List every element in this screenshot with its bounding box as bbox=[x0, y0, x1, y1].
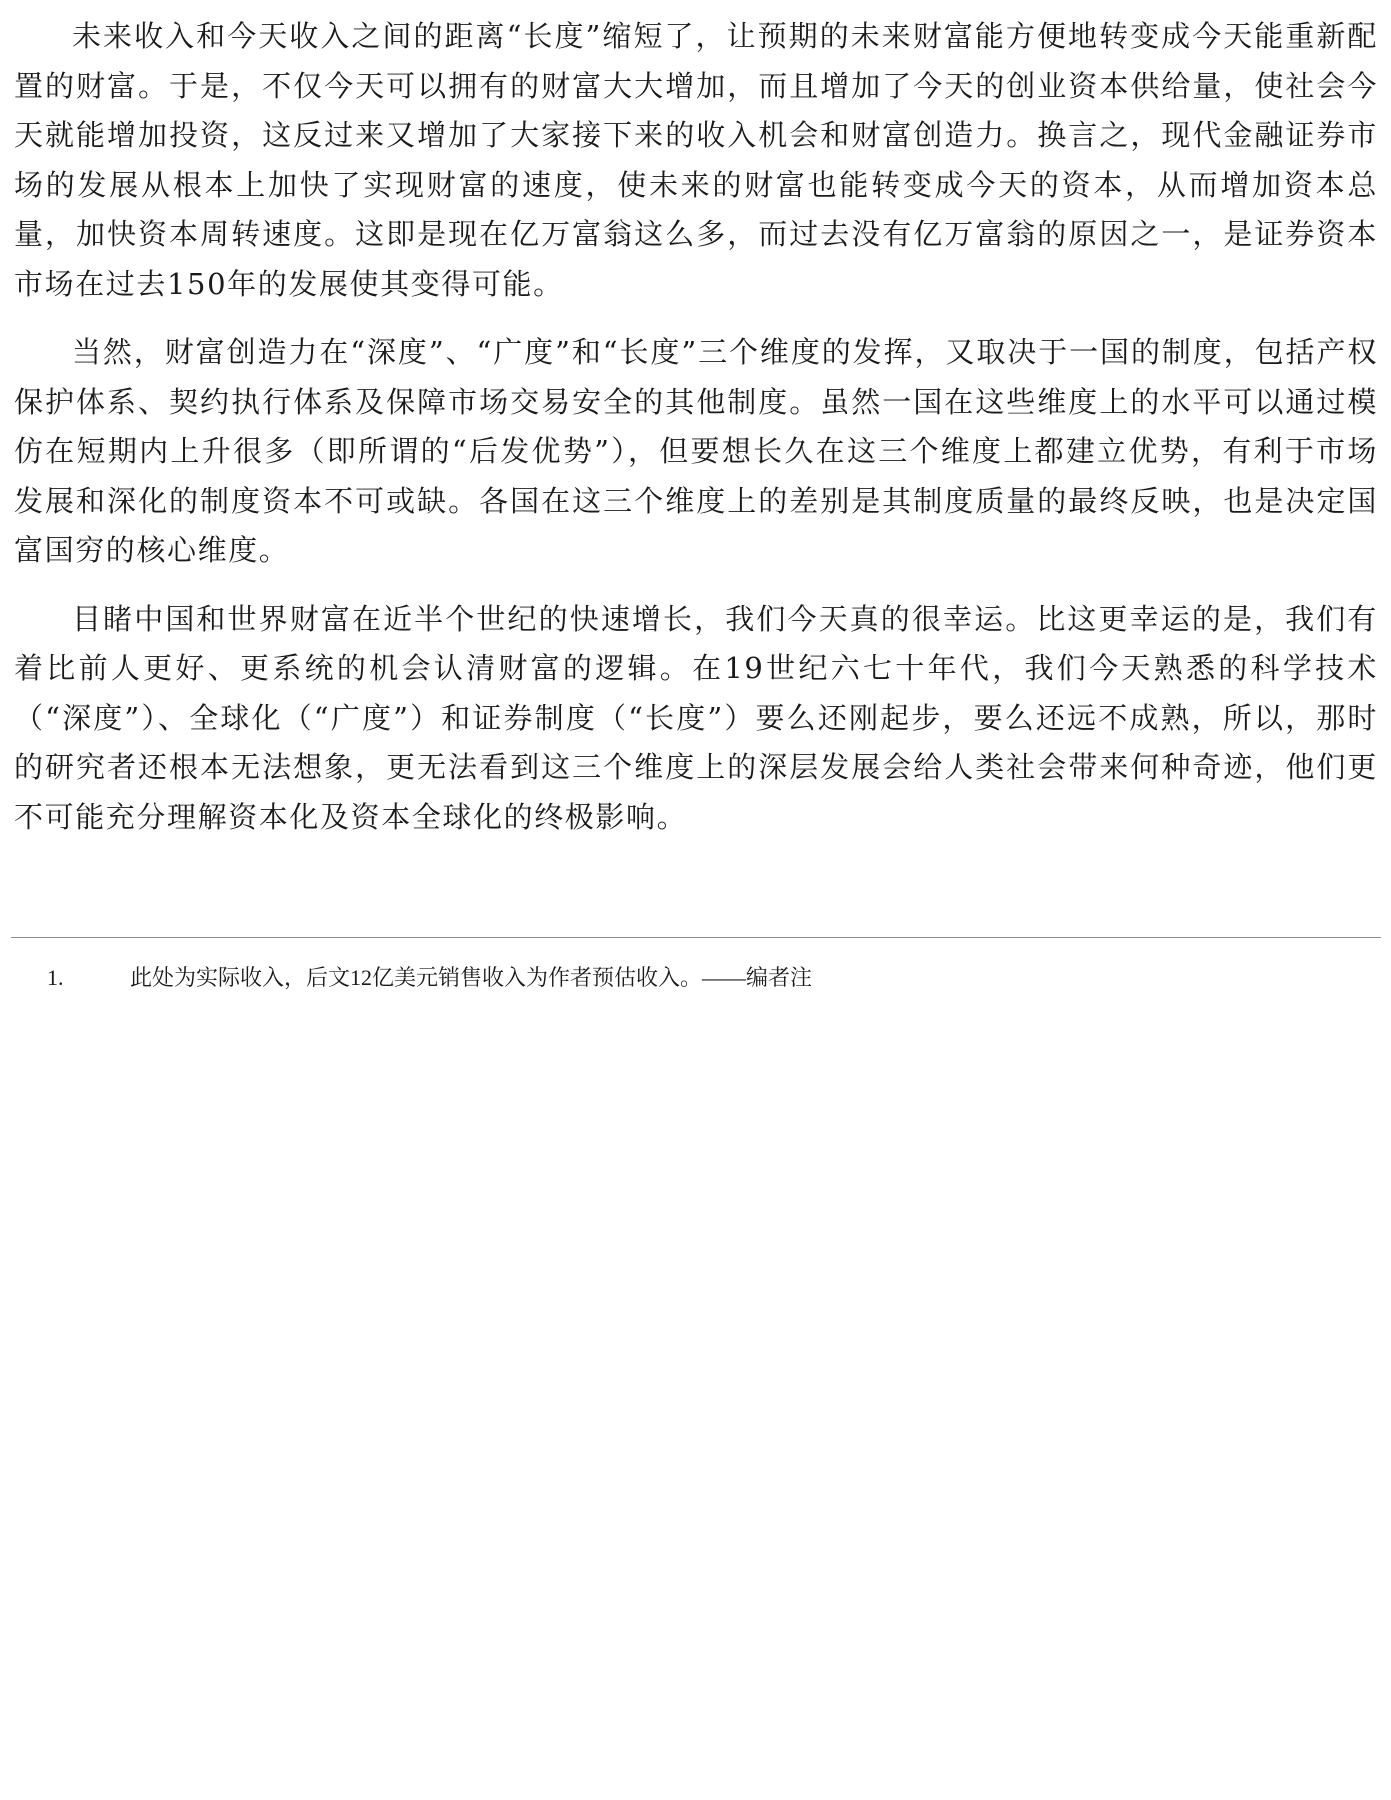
footnote-divider bbox=[11, 937, 1381, 938]
paragraph-2: 当然，财富创造力在“深度”、“广度”和“长度”三个维度的发挥，又取决于一国的制度，包括产权保护体系、契约执行体系及保障市场交易安全的其他制度。虽然一国在这些维度上的水平可以通过模仿在短期内上升很多（即所谓的“后发优势”），但要想长久在这三个维度上都建立优势，有利于市场发展和深化的制度资本不可或缺。各国在这三个维度上的差别是其制度质量的最终反映，也是决定国富国穷的核心维度。 bbox=[14, 335, 1378, 567]
paragraph-3: 目睹中国和世界财富在近半个世纪的快速增长，我们今天真的很幸运。比这更幸运的是，我们有着比前人更好、更系统的机会认清财富的逻辑。在19世纪六七十年代，我们今天熟悉的科学技术（“深度”）、全球化（“广度”）和证券制度（“长度”）要么还刚起步，要么还远不成熟，所以，那时的研究者还根本无法想象，更无法看到这三个维度上的深层发展会给人类社会带来何种奇迹，他们更不可能充分理解资本化及资本全球化的终极影响。 bbox=[14, 601, 1378, 834]
body-text bbox=[14, 12, 1378, 861]
footnote-number: 1. bbox=[47, 965, 64, 990]
footnote bbox=[47, 963, 1347, 993]
paragraph-1: 未来收入和今天收入之间的距离“长度”缩短了，让预期的未来财富能方便地转变成今天能重新配置的财富。于是，不仅今天可以拥有的财富大大增加，而且增加了今天的创业资本供给量，使社会今天就能增加投资，这反过来又增加了大家接下来的收入机会和财富创造力。换言之，现代金融证券市场的发展从根本上加快了实现财富的速度，使未来的财富也能转变成今天的资本，从而增加资本总量，加快资本周转速度。这即是现在亿万富翁这么多，而过去没有亿万富翁的原因之一，是证券资本市场在过去150年的发展使其变得可能。 bbox=[14, 19, 1378, 301]
footnote-text: 此处为实际收入，后文12亿美元销售收入为作者预估收入。——编者注 bbox=[130, 965, 813, 990]
